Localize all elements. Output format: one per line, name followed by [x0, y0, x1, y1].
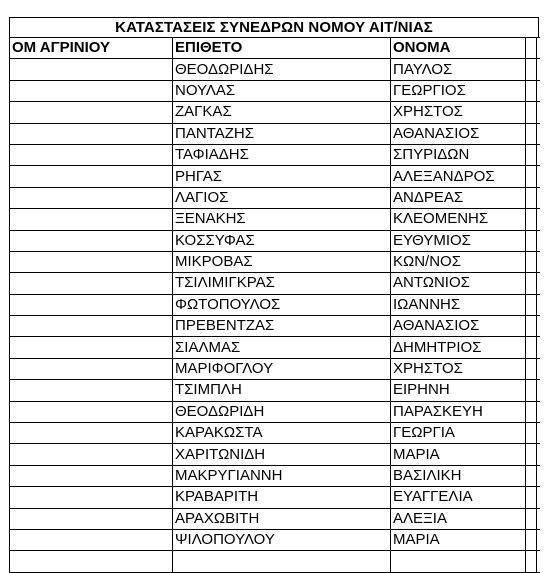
cell-surname: ΡΗΓΑΣ: [173, 166, 391, 187]
cell-group: [10, 401, 173, 422]
spreadsheet: [9, 17, 539, 573]
table-row: [10, 80, 540, 101]
cell-surname: ΞΕΝΑΚΗΣ: [173, 209, 391, 230]
edge-cell: [526, 444, 540, 465]
table-row: [10, 316, 540, 337]
cell-surname: ΛΑΓΙΟΣ: [173, 187, 391, 208]
delegates-table: [9, 37, 540, 573]
table-row: [10, 508, 540, 529]
edge-cell: [526, 102, 540, 123]
cell-name: ΠΑΡΑΣΚΕΥΗ: [391, 401, 526, 422]
cell-group: [10, 144, 173, 165]
table-row: [10, 294, 540, 315]
cell-group: [10, 166, 173, 187]
cell-surname: ΣΙΑΛΜΑΣ: [173, 337, 391, 358]
edge-cell: [526, 316, 540, 337]
cell-name: ΓΕΩΡΓΙΟΣ: [391, 80, 526, 101]
cell-group: [10, 337, 173, 358]
edge-cell: [526, 209, 540, 230]
cell-surname: ΝΟΥΛΑΣ: [173, 80, 391, 101]
cell-group: [10, 508, 173, 529]
edge-cell: [526, 230, 540, 251]
cell-name: ΠΑΥΛΟΣ: [391, 59, 526, 80]
cell-surname: [173, 551, 391, 572]
table-row: [10, 187, 540, 208]
column-header-name: ΟΝΟΜΑ: [391, 38, 526, 59]
cell-group: [10, 209, 173, 230]
cell-surname: ΨΙΛΟΠΟΥΛΟΥ: [173, 529, 391, 550]
table-row: [10, 551, 540, 572]
table-row: [10, 273, 540, 294]
column-header-group: ΟΜ ΑΓΡΙΝΙΟΥ: [10, 38, 173, 59]
cell-name: ΜΑΡΙΑ: [391, 444, 526, 465]
cell-group: [10, 230, 173, 251]
cell-name: ΧΡΗΣΤΟΣ: [391, 102, 526, 123]
edge-cell: [526, 508, 540, 529]
table-row: [10, 380, 540, 401]
cell-surname: ΚΡΑΒΑΡΙΤΗ: [173, 487, 391, 508]
table-row: [10, 209, 540, 230]
table-row: [10, 166, 540, 187]
cell-name: ΜΑΡΙΑ: [391, 529, 526, 550]
edge-cell: [526, 80, 540, 101]
cell-name: ΙΩΑΝΝΗΣ: [391, 294, 526, 315]
cell-group: [10, 316, 173, 337]
cell-group: [10, 123, 173, 144]
column-header-surname: ΕΠΙΘΕΤΟ: [173, 38, 391, 59]
cell-surname: ΘΕΟΔΩΡΙΔΗ: [173, 401, 391, 422]
cell-name: ΒΑΣΙΛΙΚΗ: [391, 465, 526, 486]
table-row: [10, 59, 540, 80]
cell-group: [10, 251, 173, 272]
cell-name: ΑΛΕΞΙΑ: [391, 508, 526, 529]
table-row: [10, 401, 540, 422]
table-row: [10, 102, 540, 123]
cell-name: [391, 551, 526, 572]
cell-group: [10, 529, 173, 550]
edge-cell: [526, 166, 540, 187]
table-row: [10, 144, 540, 165]
edge-cell: [526, 337, 540, 358]
cell-group: [10, 294, 173, 315]
cell-name: ΑΘΑΝΑΣΙΟΣ: [391, 316, 526, 337]
table-row: [10, 337, 540, 358]
cell-surname: ΠΡΕΒΕΝΤΖΑΣ: [173, 316, 391, 337]
cell-group: [10, 59, 173, 80]
cell-name: ΑΛΕΞΑΝΔΡΟΣ: [391, 166, 526, 187]
table-row: [10, 123, 540, 144]
edge-cell: [526, 401, 540, 422]
edge-cell: [526, 187, 540, 208]
cell-name: ΣΠΥΡΙΔΩΝ: [391, 144, 526, 165]
edge-cell: [526, 123, 540, 144]
cell-surname: ΚΟΣΣΥΦΑΣ: [173, 230, 391, 251]
cell-surname: ΑΡΑΧΩΒΙΤΗ: [173, 508, 391, 529]
edge-cell: [526, 38, 540, 59]
table-row: [10, 423, 540, 444]
cell-surname: ΧΑΡΙΤΩΝΙΔΗ: [173, 444, 391, 465]
cell-name: ΕΥΘΥΜΙΟΣ: [391, 230, 526, 251]
cell-group: [10, 380, 173, 401]
edge-cell: [526, 551, 540, 572]
cell-surname: ΤΣΙΛΙΜΙΓΚΡΑΣ: [173, 273, 391, 294]
cell-surname: ΖΑΓΚΑΣ: [173, 102, 391, 123]
cell-surname: ΜΙΚΡΟΒΑΣ: [173, 251, 391, 272]
table-row: [10, 529, 540, 550]
cell-group: [10, 102, 173, 123]
cell-name: ΔΗΜΗΤΡΙΟΣ: [391, 337, 526, 358]
cell-group: [10, 551, 173, 572]
cell-surname: ΠΑΝΤΑΖΗΣ: [173, 123, 391, 144]
cell-surname: ΜΑΚΡΥΓΙΑΝΝΗ: [173, 465, 391, 486]
cell-name: ΧΡΗΣΤΟΣ: [391, 358, 526, 379]
cell-name: ΕΙΡΗΝΗ: [391, 380, 526, 401]
cell-surname: ΜΑΡΙΦΟΓΛΟΥ: [173, 358, 391, 379]
cell-group: [10, 273, 173, 294]
edge-cell: [526, 59, 540, 80]
cell-name: ΚΩΝ/ΝΟΣ: [391, 251, 526, 272]
edge-cell: [526, 144, 540, 165]
sheet-title: ΚΑΤΑΣΤΑΣΕΙΣ ΣΥΝΕΔΡΩΝ ΝΟΜΟΥ ΑΙΤ/ΝΙΑΣ: [9, 17, 539, 37]
edge-cell: [526, 273, 540, 294]
cell-group: [10, 423, 173, 444]
table-row: [10, 230, 540, 251]
table-row: [10, 487, 540, 508]
table-row: [10, 444, 540, 465]
cell-name: ΕΥΑΓΓΕΛΙΑ: [391, 487, 526, 508]
cell-name: ΑΝΤΩΝΙΟΣ: [391, 273, 526, 294]
edge-cell: [526, 380, 540, 401]
table-row: [10, 358, 540, 379]
cell-surname: ΤΣΙΜΠΛΗ: [173, 380, 391, 401]
cell-name: ΑΝΔΡΕΑΣ: [391, 187, 526, 208]
cell-name: ΓΕΩΡΓΙΑ: [391, 423, 526, 444]
edge-cell: [526, 529, 540, 550]
table-header-row: [10, 38, 540, 59]
edge-cell: [526, 294, 540, 315]
cell-group: [10, 80, 173, 101]
cell-group: [10, 465, 173, 486]
cell-group: [10, 187, 173, 208]
edge-cell: [526, 251, 540, 272]
edge-cell: [526, 423, 540, 444]
cell-surname: ΘΕΟΔΩΡΙΔΗΣ: [173, 59, 391, 80]
cell-group: [10, 358, 173, 379]
cell-name: ΑΘΑΝΑΣΙΟΣ: [391, 123, 526, 144]
table-row: [10, 465, 540, 486]
cell-group: [10, 487, 173, 508]
edge-cell: [526, 487, 540, 508]
cell-name: ΚΛΕΟΜΕΝΗΣ: [391, 209, 526, 230]
edge-cell: [526, 358, 540, 379]
edge-cell: [526, 465, 540, 486]
cell-surname: ΦΩΤΟΠΟΥΛΟΣ: [173, 294, 391, 315]
table-row: [10, 251, 540, 272]
cell-group: [10, 444, 173, 465]
cell-surname: ΚΑΡΑΚΩΣΤΑ: [173, 423, 391, 444]
cell-surname: ΤΑΦΙΑΔΗΣ: [173, 144, 391, 165]
